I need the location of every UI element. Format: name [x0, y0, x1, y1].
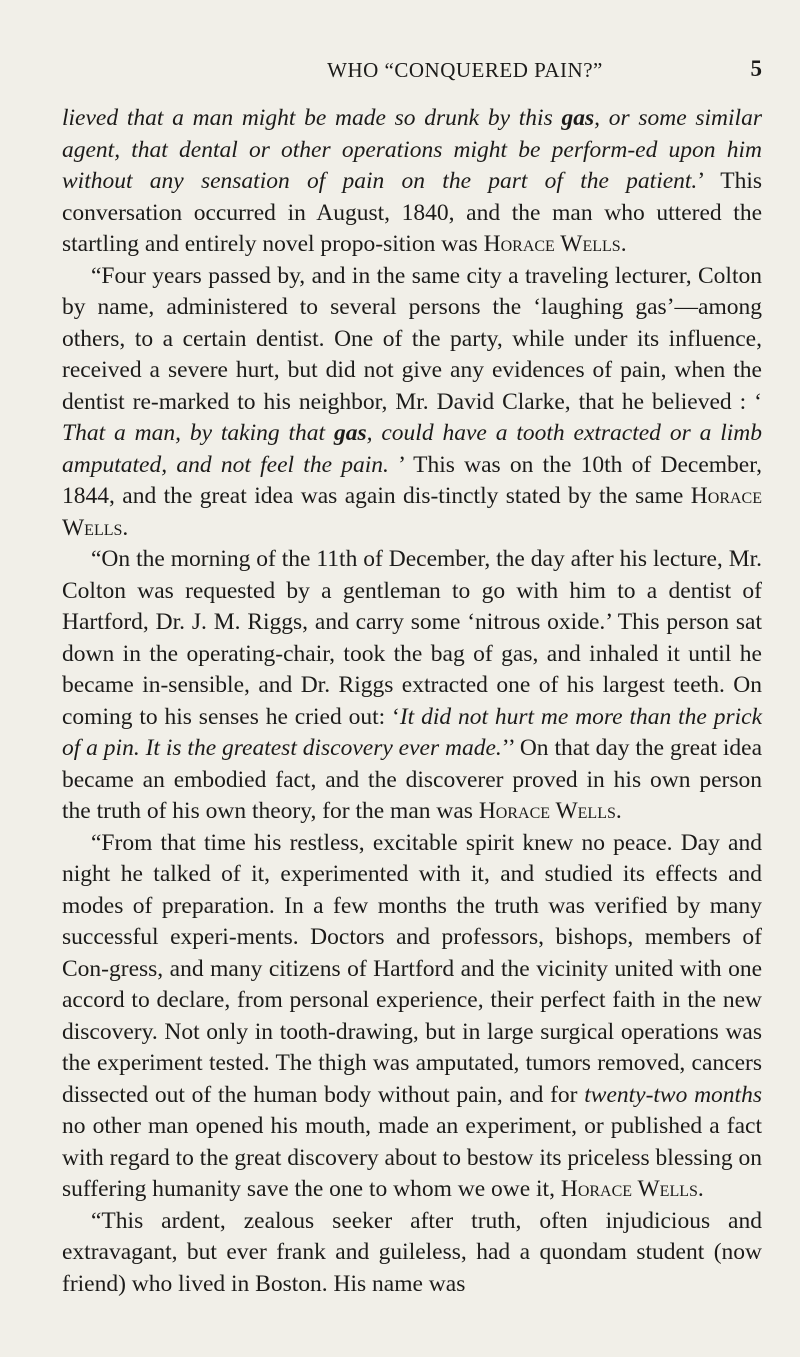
running-title: WHO “CONQUERED PAIN?”: [327, 58, 603, 82]
text-segment: no other man opened his mouth, made an experiment, or published a fact with regard to the great discovery about to bestow its priceless blessing on suffering humanity save the one to whom we owe it,: [62, 1113, 762, 1202]
body-text: [62, 103, 762, 1300]
text-segment: lieved that a man might be made so drunk by this: [62, 105, 562, 131]
text-segment: gas: [561, 105, 595, 131]
text-segment: ’’ On that day the great idea became an embodied fact, and the discoverer proved in his own person the truth of his own theory, for the man was: [62, 735, 762, 824]
paragraph-3: [62, 544, 762, 828]
paragraph-5: [62, 1206, 762, 1301]
person-name: Horace Wells: [478, 798, 616, 824]
person-name: Horace Wells: [483, 231, 621, 257]
text-segment: ’ This was on the 10th of December, 1844, and the great idea was again dis-tinctly stated by the same: [62, 451, 762, 509]
paragraph-2: [62, 261, 762, 545]
text-segment: It did not hurt me more than the prick of a pin. It is the greatest discovery ever made.: [62, 703, 762, 761]
person-name: Horace Wells: [62, 483, 762, 541]
text-segment: “From that time his restless, excitable spirit knew no peace. Day and night he talked of it, experimented with it, and studied its effects and modes of preparation. In a few months the truth was verified by many successful experi-ments. Doctors and professors, bishops, members of Con-gress, and many citizens of Hartford and the vicinity united with one accord to declare, from personal experience, their perfect faith in the new discovery. Not only in tooth-drawing, but in large surgical operations was the experiment tested. The thigh was amputated, tumors removed, cancers dissected out of the human body without pain, and for: [62, 829, 762, 1108]
person-name: Horace Wells: [560, 1176, 698, 1202]
text-segment: .: [122, 514, 129, 541]
text-segment: That a man, by taking that: [62, 420, 334, 446]
text-segment: twenty-two months: [584, 1081, 762, 1108]
paragraph-4: [62, 828, 762, 1206]
page-number: 5: [750, 56, 762, 81]
text-segment: , could have a tooth extracted or a limb amputated, and not feel the pain.: [62, 420, 762, 478]
text-segment: .: [615, 798, 622, 824]
text-segment: .: [620, 231, 627, 257]
text-segment: “This ardent, zealous seeker after truth, often injudicious and extravagant, but ever frank and guileless, had a quondam student (now friend) who lived in Boston. His name was: [62, 1207, 762, 1297]
text-segment: .: [697, 1176, 704, 1202]
text-segment: “Four years passed by, and in the same city a traveling lecturer, Colton by name, administered to several persons the ‘laughing gas’—among others, to a certain dentist. One of the party, while under its influence, received a severe hurt, but did not give any evidences of pain, when the dentist re-marked to his neighbor, Mr. David Clarke, that he believed : ‘: [62, 262, 762, 415]
text-segment: “On the morning of the 11th of December, the day after his lecture, Mr. Colton was requested by a gentleman to go with him to a dentist of Hartford, Dr. J. M. Riggs, and carry some ‘nitrous oxide.’ This person sat down in the operating-chair, took the bag of gas, and inhaled it until he became in-sensible, and Dr. Riggs extracted one of his largest teeth. On coming to his senses he cried out: ‘: [62, 546, 762, 730]
paragraph-1: [62, 103, 762, 261]
text-segment: , or some similar agent, that dental or other operations might be perform-ed upon him without any sensation of pain on the part of the patient.: [62, 105, 762, 194]
text-segment: gas: [333, 420, 367, 446]
text-segment: ’ This conversation occurred in August, 1840, and the man who uttered the startling and entirely novel propo-sition was: [62, 168, 762, 257]
